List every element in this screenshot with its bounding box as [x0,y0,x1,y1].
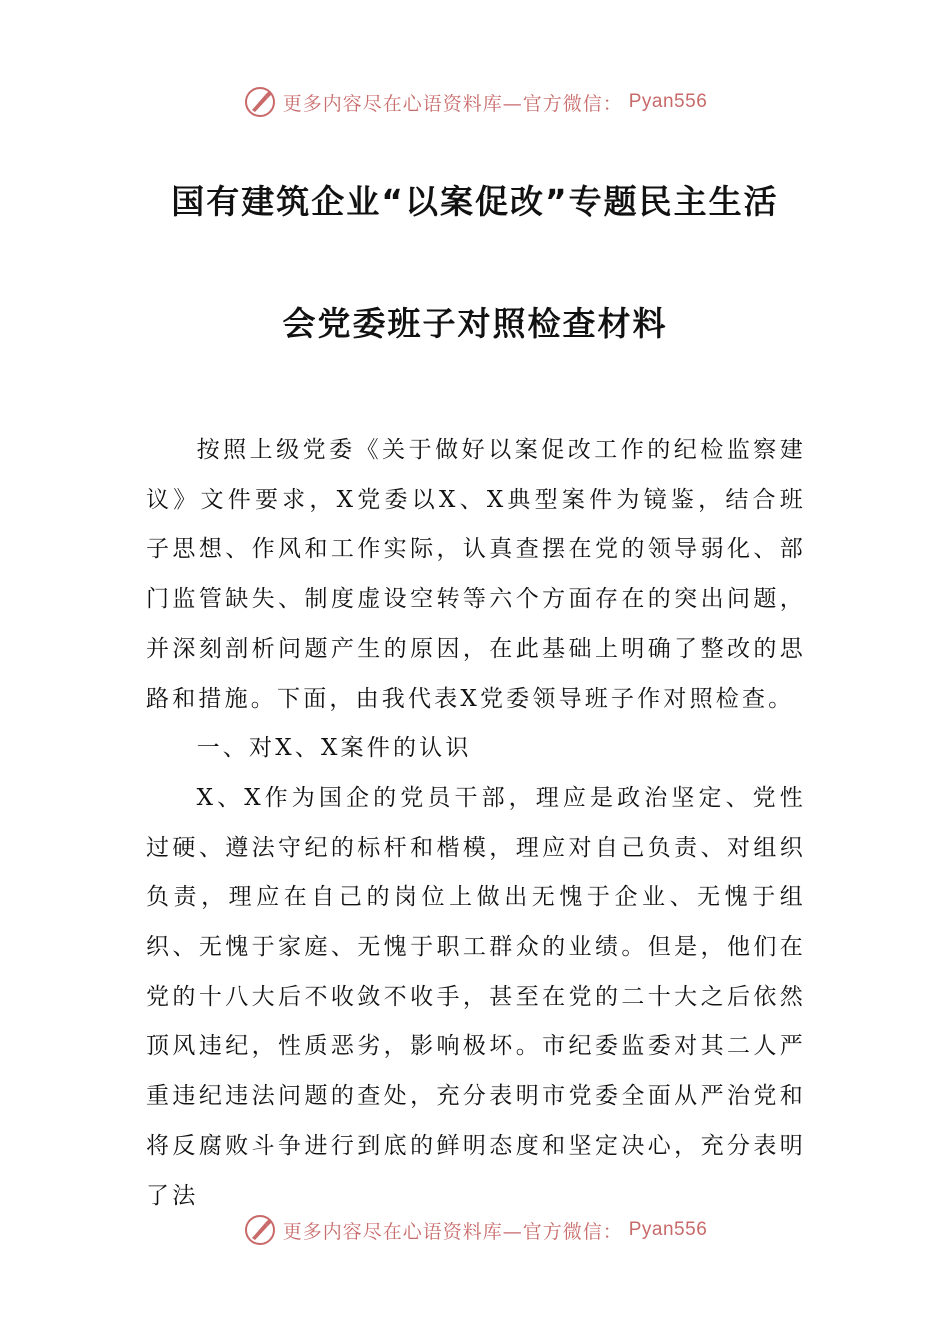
paragraph-case-analysis: X、X作为国企的党员干部，理应是政治坚定、党性过硬、遵法守纪的标杆和楷模，理应对自己负责、对组织负责，理应在自己的岗位上做出无愧于企业、无愧于组织、无愧于家庭、无愧于职工群众的业绩。但是，他们在党的十八大后不收敛不收手，甚至在党的二十大之后依然顶风违纪，性质恶劣，影响极坏。市纪委监委对其二人严重违纪违法问题的查处，充分表明市党委全面从严治党和将反腐败斗争进行到底的鲜明态度和坚定决心，充分表明了法 [146,784,806,1209]
watermark-handle: Pyan556 [628,1219,708,1240]
section-heading-1: 一、对X、X案件的认识 [196,735,472,762]
paragraph-intro: 按照上级党委《关于做好以案促改工作的纪检监察建议》文件要求，X党委以X、X典型案件为镜鉴，结合班子思想、作风和工作实际，认真查摆在党的领导弱化、部门监管缺失、制度虚设空转等六个方面存在的突出问题，并深刻剖析问题产生的原因，在此基础上明确了整改的思路和措施。下面，由我代表X党委领导班子作对照检查。 [146,437,806,712]
pen-circle-logo-icon [243,85,277,119]
watermark-footer [0,1210,950,1250]
watermark-text: 更多内容尽在心语资料库—官方微信： [282,92,623,115]
pen-circle-logo-icon [243,1213,277,1247]
watermark-text: 更多内容尽在心语资料库—官方微信： [282,1220,623,1243]
watermark-handle: Pyan556 [628,91,708,112]
document-title-line-1: 国有建筑企业“以案促改”专题民主生活 [171,182,779,221]
document-title-line-2: 会党委班子对照检查材料 [282,304,668,343]
document-body [146,426,806,1221]
watermark-header [0,82,950,122]
